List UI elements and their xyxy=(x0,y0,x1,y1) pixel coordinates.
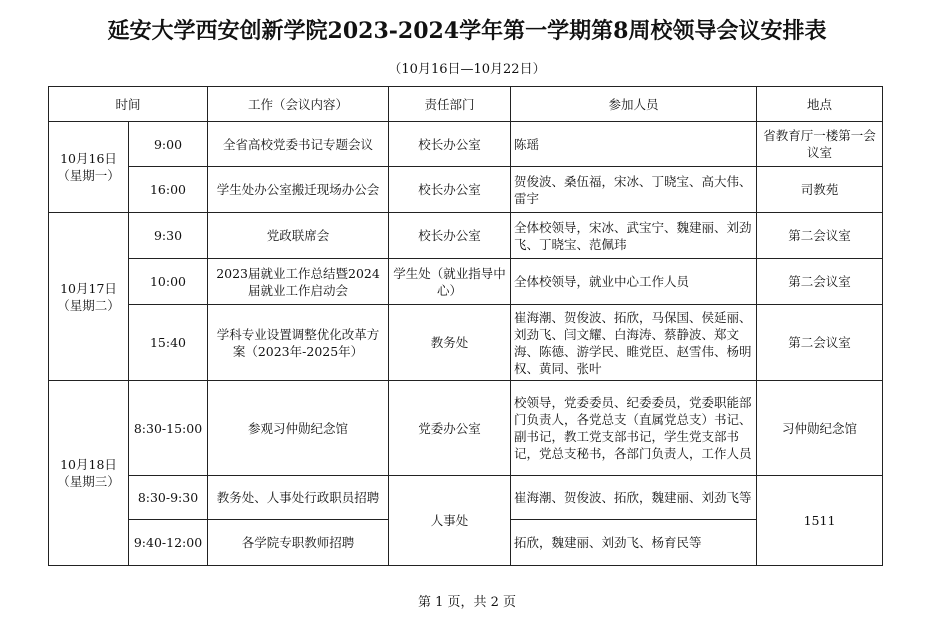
time-cell: 8:30-9:30 xyxy=(129,476,208,520)
content-cell: 2023届就业工作总结暨2024届就业工作启动会 xyxy=(208,259,389,305)
time-cell: 9:00 xyxy=(129,122,208,167)
participants-cell: 拓欣，魏建丽、刘劲飞、杨育民等 xyxy=(511,520,757,566)
table-row xyxy=(49,259,883,305)
location-cell: 司教苑 xyxy=(757,167,883,213)
location-cell: 第二会议室 xyxy=(757,213,883,259)
time-cell: 10:00 xyxy=(129,259,208,305)
department-cell: 校长办公室 xyxy=(389,122,511,167)
weekday-label: （星期三） xyxy=(57,474,120,489)
location-cell: 习仲勋纪念馆 xyxy=(757,381,883,476)
department-cell: 学生处（就业指导中心） xyxy=(389,259,511,305)
date-cell xyxy=(49,381,129,566)
table-header-row xyxy=(49,87,883,122)
content-cell: 教务处、人事处行政职员招聘 xyxy=(208,476,389,520)
header-time: 时间 xyxy=(49,87,208,122)
content-cell: 学生处办公室搬迁现场办公会 xyxy=(208,167,389,213)
date-label: 10月16日 xyxy=(60,151,117,166)
table-row xyxy=(49,122,883,167)
date-label: 10月18日 xyxy=(60,457,117,472)
time-cell: 8:30-15:00 xyxy=(129,381,208,476)
table-row xyxy=(49,213,883,259)
page-title: 延安大学西安创新学院2023-2024学年第一学期第8周校领导会议安排表 xyxy=(107,18,827,44)
participants-cell: 贺俊波、桑伍福，宋冰、丁晓宝、高大伟、雷宇 xyxy=(511,167,757,213)
content-cell: 全省高校党委书记专题会议 xyxy=(208,122,389,167)
location-cell: 第二会议室 xyxy=(757,259,883,305)
header-content: 工作（会议内容） xyxy=(208,87,389,122)
weekday-label: （星期二） xyxy=(57,297,120,313)
date-cell xyxy=(49,122,129,213)
weekday-label: （星期一） xyxy=(57,168,120,183)
header-location: 地点 xyxy=(757,87,883,122)
header-department: 责任部门 xyxy=(389,87,511,122)
participants-cell: 崔海潮、贺俊波、拓欣，马保国、侯延丽、刘劲飞、闫文耀、白海涛、蔡静波、郑文海、陈德、游学民、睢党臣、赵雪伟、杨明权、黄同、张叶 xyxy=(511,305,757,381)
department-cell: 校长办公室 xyxy=(389,213,511,259)
date-range-subtitle: （10月16日—10月22日） xyxy=(388,62,546,77)
participants-cell: 校领导，党委委员、纪委委员，党委职能部门负责人，各党总支（直属党总支）书记、副书记，教工党支部书记，学生党支部书记，党总支秘书，各部门负责人，工作人员 xyxy=(511,381,757,476)
content-cell: 各学院专职教师招聘 xyxy=(208,520,389,566)
table-row xyxy=(49,476,883,520)
location-cell: 省教育厅一楼第一会议室 xyxy=(757,122,883,167)
participants-cell: 陈瑶 xyxy=(511,122,757,167)
content-cell: 参观习仲勋纪念馆 xyxy=(208,381,389,476)
content-cell: 党政联席会 xyxy=(208,213,389,259)
department-cell: 党委办公室 xyxy=(389,381,511,476)
schedule-table xyxy=(48,86,883,566)
header-participants: 参加人员 xyxy=(511,87,757,122)
participants-cell: 崔海潮、贺俊波、拓欣，魏建丽、刘劲飞等 xyxy=(511,476,757,520)
participants-cell: 全体校领导，宋冰、武宝宁、魏建丽、刘劲飞、丁晓宝、范佩玮 xyxy=(511,213,757,259)
time-cell: 9:30 xyxy=(129,213,208,259)
date-label: 10月17日 xyxy=(60,280,117,296)
page-footer: 第 1 页，共 2 页 xyxy=(417,595,517,610)
table-row xyxy=(49,167,883,213)
time-cell: 15:40 xyxy=(129,305,208,381)
location-cell: 第二会议室 xyxy=(757,305,883,381)
content-cell: 学科专业设置调整优化改革方案（2023年-2025年） xyxy=(208,305,389,381)
participants-cell: 全体校领导，就业中心工作人员 xyxy=(511,259,757,305)
location-cell: 1511 xyxy=(757,476,883,566)
table-row xyxy=(49,305,883,381)
date-cell xyxy=(49,213,129,381)
time-cell: 9:40-12:00 xyxy=(129,520,208,566)
department-cell: 人事处 xyxy=(389,476,511,566)
department-cell: 校长办公室 xyxy=(389,167,511,213)
department-cell: 教务处 xyxy=(389,305,511,381)
table-row xyxy=(49,381,883,476)
time-cell: 16:00 xyxy=(129,167,208,213)
